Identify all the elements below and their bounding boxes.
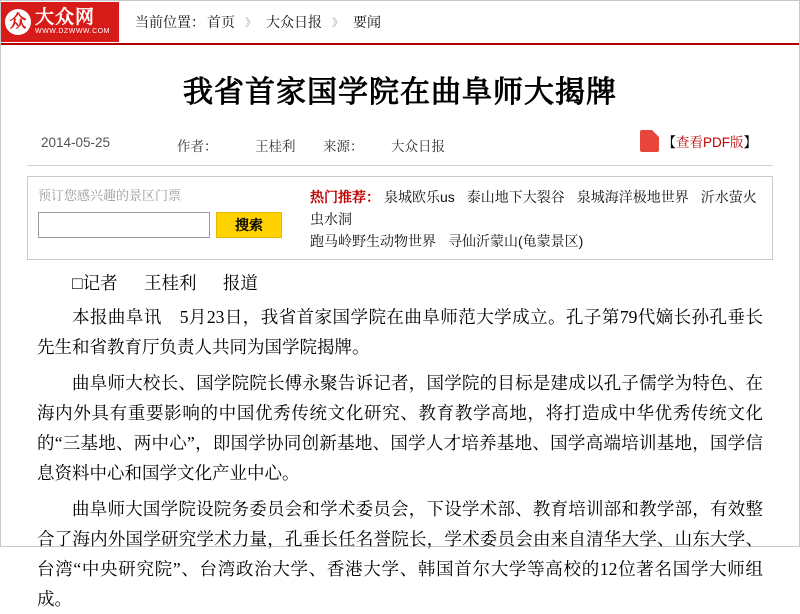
logo-main-text: 大众网 [35,7,96,29]
site-logo[interactable] [1,2,119,42]
hot-recommend-row-1 [310,186,766,230]
byline-name: 王桂利 [143,273,197,293]
article-paragraph: 本报曲阜讯 5月23日，我省首家国学院在曲阜师范大学成立。孔子第79代嫡长孙孔垂长先生和省教育厅负责人共同为国学院揭牌。 [37,307,763,357]
pdf-bracket-left: 【 [662,135,676,150]
hot-link-5[interactable]: 跑马岭野生动物世界 [310,233,436,249]
search-row [38,212,294,238]
breadcrumb-item-home[interactable]: 首页 [207,14,235,30]
byline-reporter: □记者 [72,273,118,293]
site-header [1,1,799,45]
breadcrumb-separator: 》 [245,17,256,29]
breadcrumb-label: 当前位置： [135,14,205,30]
hot-recommend-label: 热门推荐： [310,189,380,205]
article-body [37,268,763,614]
page-title: 我省首家国学院在曲阜师大揭牌 [183,76,617,109]
hot-recommend-panel [304,177,772,259]
pdf-bracket-right: 】 [743,135,757,150]
search-button[interactable]: 搜索 [216,212,282,238]
breadcrumb [119,12,381,32]
search-input[interactable] [38,212,210,238]
hot-link-2[interactable]: 泰山地下大裂谷 [466,189,565,205]
source-value: 大众日报 [391,139,445,154]
pdf-view-box[interactable] [640,130,758,152]
hot-link-1[interactable]: 泉城欧乐us [384,189,455,205]
hot-link-4[interactable]: 沂水萤火虫水洞 [310,189,757,227]
publish-date: 2014-05-25 [41,135,111,150]
author-label: 作者： [177,139,218,154]
article-paragraph: 曲阜师大国学院设院务委员会和学术委员会，下设学术部、教育培训部和教学部，有效整合了海内外国学研究学术力量，孔垂长任名誉院长，学术委员会由来自清华大学、山东大学、台湾“中央研究院”、台湾政治大学、香港大学、韩国首尔大学等高校的12位著名国学大师组成。 [37,499,763,609]
hot-recommend-row-2 [310,230,766,252]
author-value: 王桂利 [255,139,296,154]
logo-mark-icon: 众 [5,9,31,35]
article-meta [27,133,773,166]
breadcrumb-item-news[interactable]: 要闻 [353,14,381,30]
view-pdf-link[interactable]: 查看PDF版 [676,135,744,150]
hot-link-3[interactable]: 泉城海洋极地世界 [576,189,689,205]
ticket-search-panel [28,177,304,259]
article-paragraph: 曲阜师大校长、国学院院长傅永聚告诉记者，国学院的目标是建成以孔子儒学为特色、在海内外具有重要影响的中国优秀传统文化研究、教育教学高地，将打造成中华优秀传统文化的“三基地、两中心”，即国学协同创新基地、国学人才培养基地、国学高端培训基地，国学信息资料中心和国学文化产业中心。 [37,373,763,483]
logo-sub-text: WWW.DZWWW.COM [35,28,110,36]
logo-text [35,8,110,35]
breadcrumb-item-dazhong-daily[interactable]: 大众日报 [266,14,322,30]
promo-band [27,176,773,260]
byline [37,268,763,298]
breadcrumb-separator: 》 [332,17,343,29]
hot-link-6[interactable]: 寻仙沂蒙山(龟蒙景区) [448,233,584,249]
source-label: 来源： [323,139,364,154]
byline-verb: 报道 [222,273,258,293]
ticket-search-tip: 预订您感兴趣的景区门票 [38,188,182,203]
pdf-icon [640,130,659,152]
